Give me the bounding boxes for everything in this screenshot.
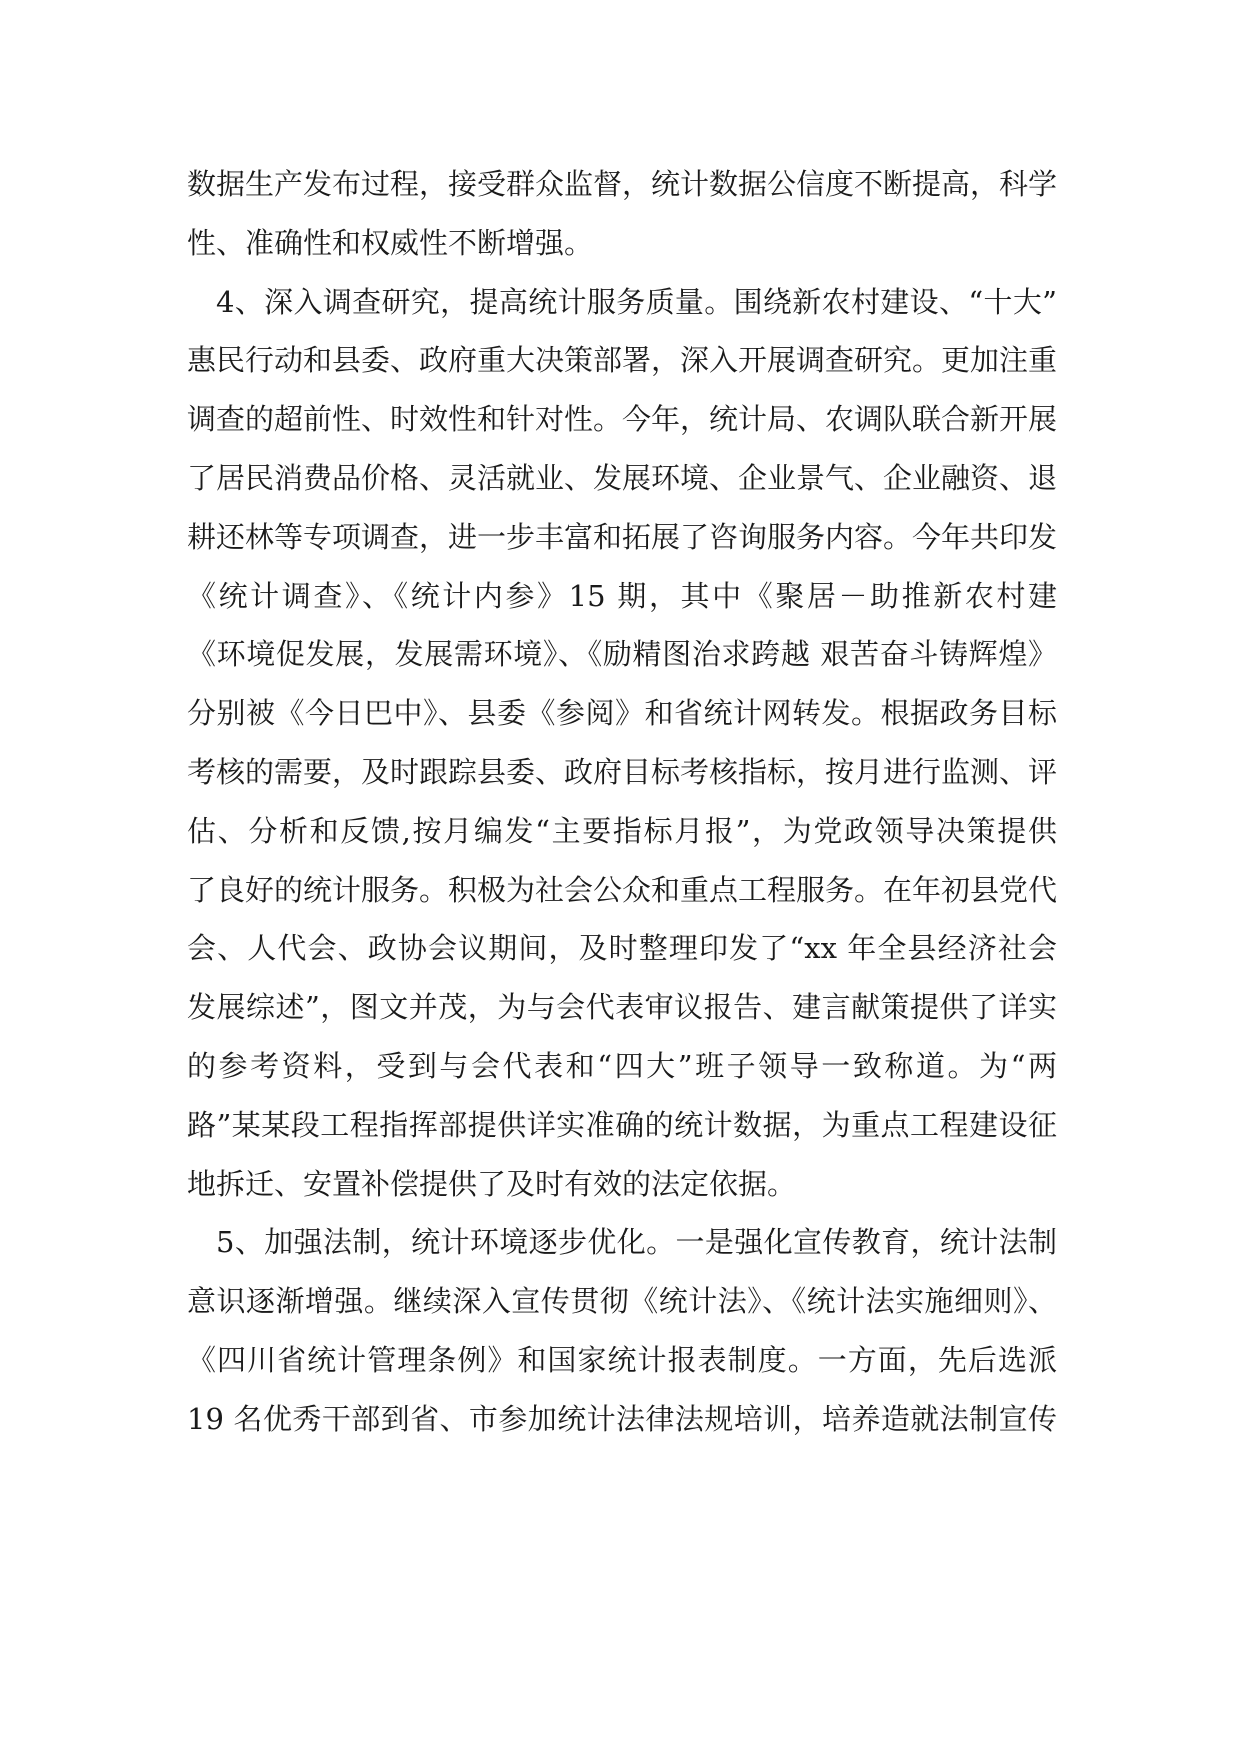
paragraph-line: 《统计调查》、《统计内参》15 期，其中《聚居－助推新农村建 xyxy=(187,578,1057,613)
paragraph-line: 路”某某段工程指挥部提供详实准确的统计数据，为重点工程建设征 xyxy=(187,1107,1057,1142)
paragraph-line: 《环境促发展，发展需环境》、《励精图治求跨越 艰苦奋斗铸辉煌》 xyxy=(187,637,1057,672)
paragraph-line: 5、加强法制，统计环境逐步优化。一是强化宣传教育，统计法制 xyxy=(216,1225,1057,1260)
paragraph-line: 考核的需要，及时跟踪县委、政府目标考核指标，按月进行监测、评 xyxy=(187,754,1057,789)
paragraph-line: 分别被《今日巴中》、县委《参阅》和省统计网转发。根据政务目标 xyxy=(187,696,1057,731)
paragraph-line: 19 名优秀干部到省、市参加统计法律法规培训，培养造就法制宣传 xyxy=(187,1401,1057,1436)
paragraph-line: 惠民行动和县委、政府重大决策部署，深入开展调查研究。更加注重 xyxy=(187,343,1057,378)
paragraph-line: 发展综述”，图文并茂，为与会代表审议报告、建言献策提供了详实 xyxy=(187,990,1057,1025)
paragraph-line: 的参考资料，受到与会代表和“四大”班子领导一致称道。为“两 xyxy=(187,1048,1057,1083)
paragraph-line: 估、分析和反馈,按月编发“主要指标月报”，为党政领导决策提供 xyxy=(187,813,1057,848)
paragraph-line: 数据生产发布过程，接受群众监督，统计数据公信度不断提高，科学 xyxy=(187,167,1057,201)
paragraph-line: 调查的超前性、时效性和针对性。今年，统计局、农调队联合新开展 xyxy=(187,402,1057,437)
paragraph-line: 了良好的统计服务。积极为社会公众和重点工程服务。在年初县党代 xyxy=(187,872,1057,907)
paragraph-line: 《四川省统计管理条例》和国家统计报表制度。一方面，先后选派 xyxy=(187,1342,1057,1377)
paragraph-line: 性、准确性和权威性不断增强。 xyxy=(187,225,594,260)
paragraph-line: 了居民消费品价格、灵活就业、发展环境、企业景气、企业融资、退 xyxy=(187,460,1057,495)
paragraph-line: 耕还林等专项调查，进一步丰富和拓展了咨询服务内容。今年共印发 xyxy=(187,519,1057,554)
paragraph-line: 会、人代会、政协会议期间，及时整理印发了“xx 年全县经济社会 xyxy=(187,931,1057,966)
paragraph-line: 4、深入调查研究，提高统计服务质量。围绕新农村建设、“十大” xyxy=(216,284,1057,319)
body-text xyxy=(187,155,1057,1449)
paragraph-line: 地拆迁、安置补偿提供了及时有效的法定依据。 xyxy=(187,1166,797,1201)
paragraph-line: 意识逐渐增强。继续深入宣传贯彻《统计法》、《统计法实施细则》、 xyxy=(187,1284,1057,1319)
